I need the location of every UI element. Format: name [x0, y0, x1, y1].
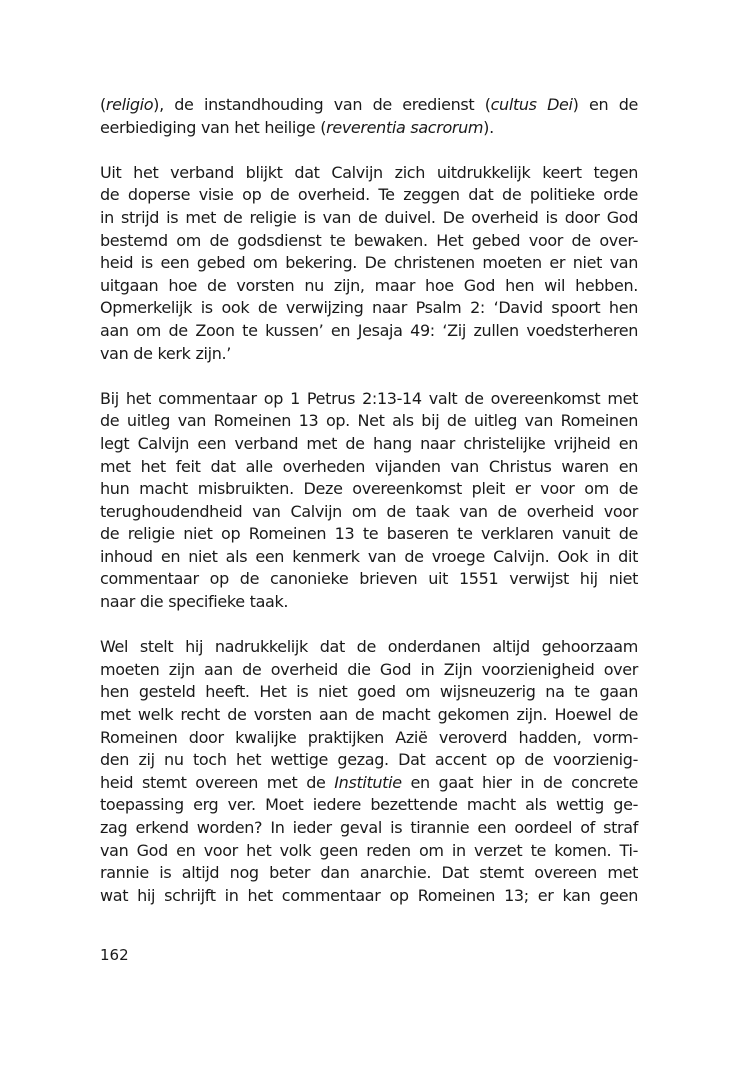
text-line: legt Calvijn een verband met de hang naar christelijke vrijheid en [100, 433, 638, 453]
text-line: inhoud en niet als een kenmerk van de vroege Calvijn. Ook in dit [100, 546, 638, 566]
text-line: uitgaan hoe de vorsten nu zijn, maar hoe God hen wil hebben. [100, 275, 638, 295]
paragraph [100, 94, 638, 139]
text-line: den zij nu toch het wettige gezag. Dat accent op de voorzienig- [100, 750, 638, 770]
text-line: hun macht misbruikten. Deze overeenkomst pleit er voor om de [100, 479, 638, 499]
italic-term: Institutie [334, 772, 402, 792]
text-line: bestemd om de godsdienst te bewaken. Het gebed voor de over- [100, 230, 638, 250]
italic-term: religio [105, 95, 154, 114]
page-number: 162 [100, 946, 129, 964]
text-line: terughoudendheid van Calvijn om de taak van de overheid voor [100, 501, 638, 521]
text-line: Uit het verband blijkt dat Calvijn zich uitdrukkelijk keert tegen [100, 162, 638, 182]
text-line: Opmerkelijk is ook de verwijzing naar Psalm 2: ‘David spoort hen [100, 298, 638, 318]
text-line: Romeinen door kwalijke praktijken Azië veroverd hadden, vorm- [100, 727, 638, 747]
paragraph [100, 636, 638, 907]
text-line: rannie is altijd nog beter dan anarchie. Dat stemt overeen met [100, 863, 638, 883]
text-line: Wel stelt hij nadrukkelijk dat de onderdanen altijd gehoorzaam [100, 637, 638, 657]
text-line: hen gesteld heeft. Het is niet goed om wijsneuzerig na te gaan [100, 682, 638, 702]
text-line: (religio), de instandhouding van de eredienst (cultus Dei) en de [100, 95, 638, 114]
text-line: naar die specifieke taak. [100, 592, 289, 612]
text-line: de religie niet op Romeinen 13 te baseren te verklaren vanuit de [100, 524, 638, 544]
text-line: de uitleg van Romeinen 13 op. Net als bij de uitleg van Romeinen [100, 411, 638, 431]
text-line: heid stemt overeen met de Institutie en gaat hier in de concrete [100, 772, 638, 792]
text-line: zag erkend worden? In ieder geval is tirannie een oordeel of straf [100, 818, 638, 837]
text-line: met het feit dat alle overheden vijanden van Christus waren en [100, 456, 638, 476]
text-line: van de kerk zijn.’ [100, 343, 231, 363]
text-line: van God en voor het volk geen reden om in verzet te komen. Ti- [100, 840, 638, 860]
body-text [100, 94, 638, 930]
text-line: met welk recht de vorsten aan de macht gekomen zijn. Hoewel de [100, 705, 638, 725]
italic-term: reverentia sacrorum [326, 117, 484, 137]
text-line: wat hij schrijft in het commentaar op Romeinen 13; er kan geen [100, 885, 638, 905]
text-line: de doperse visie op de overheid. Te zeggen dat de politieke orde [100, 185, 638, 205]
italic-term: cultus Dei [490, 95, 573, 114]
text-line: eerbiediging van het heilige (reverentia sacrorum). [100, 117, 494, 137]
text-line: Bij het commentaar op 1 Petrus 2:13-14 valt de overeenkomst met [100, 388, 638, 408]
text-line: toepassing erg ver. Moet iedere bezettende macht als wettig ge- [100, 795, 638, 815]
text-line: in strijd is met de religie is van de duivel. De overheid is door God [100, 207, 638, 227]
paragraph [100, 388, 638, 614]
text-line: heid is een gebed om bekering. De christenen moeten er niet van [100, 253, 638, 273]
text-line: commentaar op de canonieke brieven uit 1551 verwijst hij niet [100, 569, 638, 589]
text-line: moeten zijn aan de overheid die God in Zijn voorzienigheid over [100, 659, 638, 679]
text-line: aan om de Zoon te kussen’ en Jesaja 49: ‘Zij zullen voedsterheren [100, 320, 638, 340]
paragraph [100, 162, 638, 365]
